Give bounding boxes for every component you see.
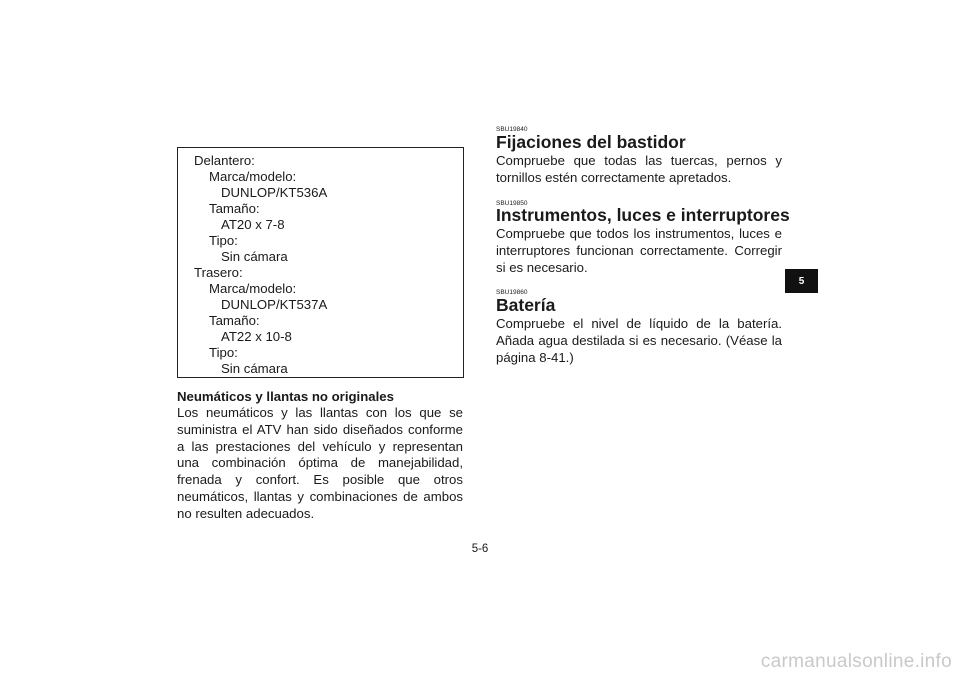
section-code-frame: SBU19840 bbox=[496, 126, 528, 133]
tire-spec-box bbox=[177, 147, 464, 378]
spec-rear-size-value: AT22 x 10-8 bbox=[221, 329, 292, 344]
spec-rear-brand-label: Marca/modelo: bbox=[209, 281, 297, 296]
spec-front-brand-value: DUNLOP/KT536A bbox=[221, 185, 328, 200]
non-original-tires-heading: Neumáticos y llantas no originales bbox=[177, 389, 394, 404]
section-body-frame: Compruebe que todas las tuercas, pernos y tornillos estén correctamente apretados. bbox=[496, 153, 782, 185]
section-title-instruments: Instrumentos, luces e interruptores bbox=[496, 205, 790, 225]
spec-rear-size-label: Tamaño: bbox=[209, 313, 260, 328]
non-original-tires-text: Los neumáticos y las llantas con los que se suministra el ATV han sido diseñados conforme a las prestaciones del vehículo y representan una combinación óptima de manejabilidad, frenada y confort. Es posible que otros neumáticos, llantas y combinaciones de ambos no resulten adecuados. bbox=[177, 405, 463, 521]
spec-rear-label: Trasero: bbox=[194, 265, 243, 280]
section-title-frame: Fijaciones del bastidor bbox=[496, 132, 686, 152]
spec-rear-brand-value: DUNLOP/KT537A bbox=[221, 297, 328, 312]
section-code-battery: SBU19860 bbox=[496, 289, 528, 296]
watermark: carmanualsonline.info bbox=[760, 651, 952, 672]
spec-rear-type-value: Sin cámara bbox=[221, 361, 288, 376]
spec-rear-type-label: Tipo: bbox=[209, 345, 238, 360]
spec-front-size-value: AT20 x 7-8 bbox=[221, 217, 285, 232]
spec-front-label: Delantero: bbox=[194, 153, 255, 168]
spec-front-brand-label: Marca/modelo: bbox=[209, 169, 297, 184]
section-body-battery: Compruebe el nivel de líquido de la batería. Añada agua destilada si es necesario. (Véase la página 8-41.) bbox=[496, 316, 782, 365]
section-code-instruments: SBU19850 bbox=[496, 200, 528, 207]
spec-front-size-label: Tamaño: bbox=[209, 201, 260, 216]
chapter-tab: 5 bbox=[785, 269, 818, 293]
section-body-instruments: Compruebe que todos los instrumentos, luces e interruptores funcionan correctamente. Corregir si es necesario. bbox=[496, 226, 782, 275]
spec-front-type-label: Tipo: bbox=[209, 233, 238, 248]
page-number: 5-6 bbox=[471, 543, 489, 555]
spec-front-type-value: Sin cámara bbox=[221, 249, 288, 264]
section-title-battery: Batería bbox=[496, 295, 556, 315]
